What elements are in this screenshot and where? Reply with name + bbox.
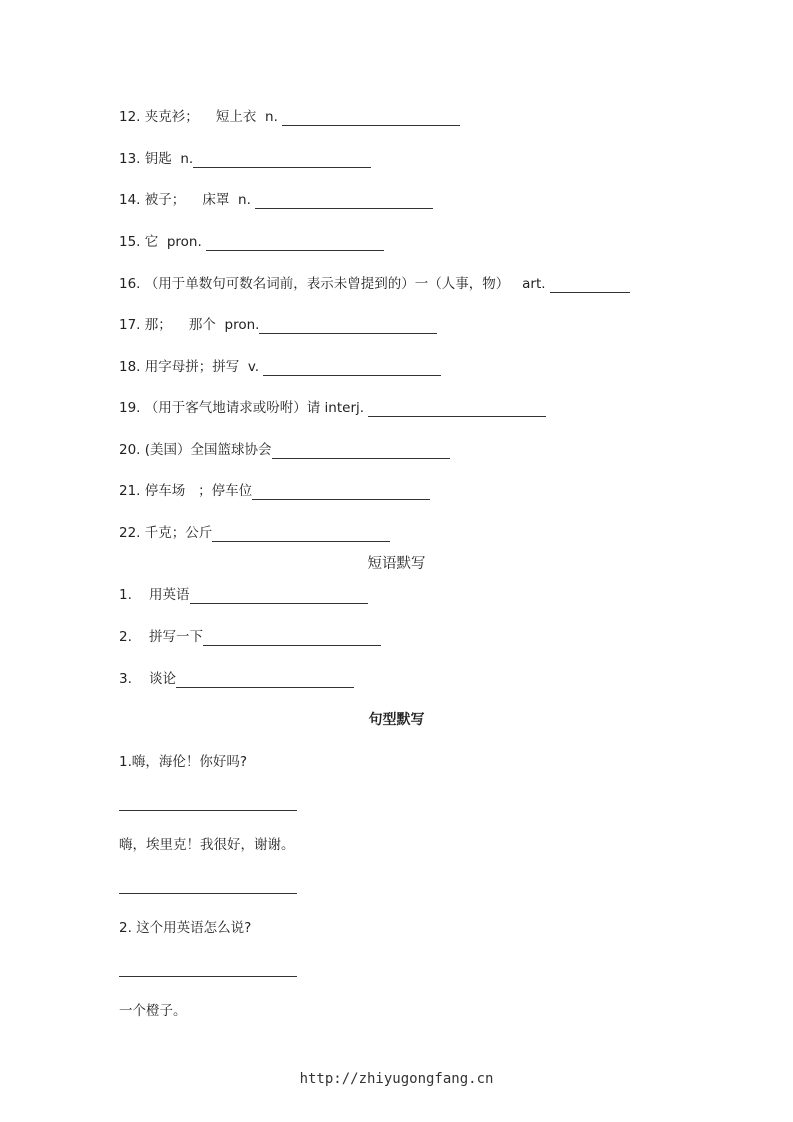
vocab-prompt: 17. 那； 那个 pron. (119, 317, 260, 333)
vocab-item-22 (119, 524, 390, 542)
vocab-prompt: 19. （用于客气地请求或吩咐）请 interj. (119, 400, 369, 416)
vocab-prompt: 18. 用字母拼；拼写 v. (119, 359, 264, 375)
sentence-text: 一个橙子。 (119, 1003, 187, 1019)
sentence-prompt-1 (119, 753, 247, 771)
answer-blank[interactable] (259, 319, 437, 334)
phrase-item-3 (119, 670, 354, 688)
sentence-answer-line[interactable] (119, 893, 297, 894)
vocab-prompt: 13. 钥匙 n. (119, 151, 194, 167)
answer-blank[interactable] (263, 361, 441, 376)
vocab-item-15 (119, 233, 384, 251)
answer-blank[interactable] (203, 631, 381, 646)
phrase-section-heading: 短语默写 (367, 556, 426, 572)
answer-blank[interactable] (212, 527, 390, 542)
vocab-item-14 (119, 191, 433, 209)
answer-blank[interactable] (272, 444, 450, 459)
sentence-text: 1.嗨，海伦！你好吗? (119, 754, 248, 770)
footer-url: http://zhiyugongfang.cn (299, 1071, 494, 1087)
vocab-item-19 (119, 399, 546, 417)
answer-blank[interactable] (255, 194, 433, 209)
answer-blank[interactable] (193, 153, 371, 168)
sentence-prompt-2 (119, 836, 295, 854)
vocab-item-18 (119, 358, 441, 376)
answer-blank[interactable] (550, 278, 630, 293)
sentence-text: 嗨，埃里克！我很好，谢谢。 (119, 837, 295, 853)
answer-blank[interactable] (190, 589, 368, 604)
phrase-item-2 (119, 628, 381, 646)
answer-blank[interactable] (368, 402, 546, 417)
vocab-item-21 (119, 482, 430, 500)
answer-blank[interactable] (176, 673, 354, 688)
sentence-answer-line[interactable] (119, 976, 297, 977)
answer-blank[interactable] (252, 485, 430, 500)
phrase-prompt: 2. 拼写一下 (119, 629, 204, 645)
sentence-answer-line[interactable] (119, 810, 297, 811)
answer-blank[interactable] (206, 236, 384, 251)
vocab-prompt: 12. 夹克衫； 短上衣 n. (119, 109, 283, 125)
answer-blank[interactable] (282, 111, 460, 126)
sentence-prompt-3 (119, 919, 251, 937)
vocab-item-17 (119, 316, 437, 334)
vocab-item-13 (119, 150, 371, 168)
vocab-prompt: 20. (美国）全国篮球协会 (119, 442, 272, 458)
vocab-prompt: 21. 停车场 ；停车位 (119, 483, 253, 499)
vocab-prompt: 15. 它 pron. (119, 234, 207, 250)
sentence-section-heading: 句型默写 (368, 712, 425, 728)
phrase-prompt: 3. 谈论 (119, 671, 177, 687)
phrase-prompt: 1. 用英语 (119, 587, 190, 603)
sentence-text: 2. 这个用英语怎么说? (119, 920, 252, 936)
phrase-item-1 (119, 586, 368, 604)
vocab-prompt: 14. 被子； 床罩 n. (119, 192, 256, 208)
vocab-item-12 (119, 108, 460, 126)
vocab-item-20 (119, 441, 450, 459)
vocab-item-16 (119, 275, 630, 293)
vocab-prompt: 22. 千克；公斤 (119, 525, 213, 541)
sentence-prompt-4 (119, 1002, 187, 1020)
vocab-prompt: 16. （用于单数句可数名词前，表示未曾提到的）一（人事，物） art. (119, 276, 550, 292)
